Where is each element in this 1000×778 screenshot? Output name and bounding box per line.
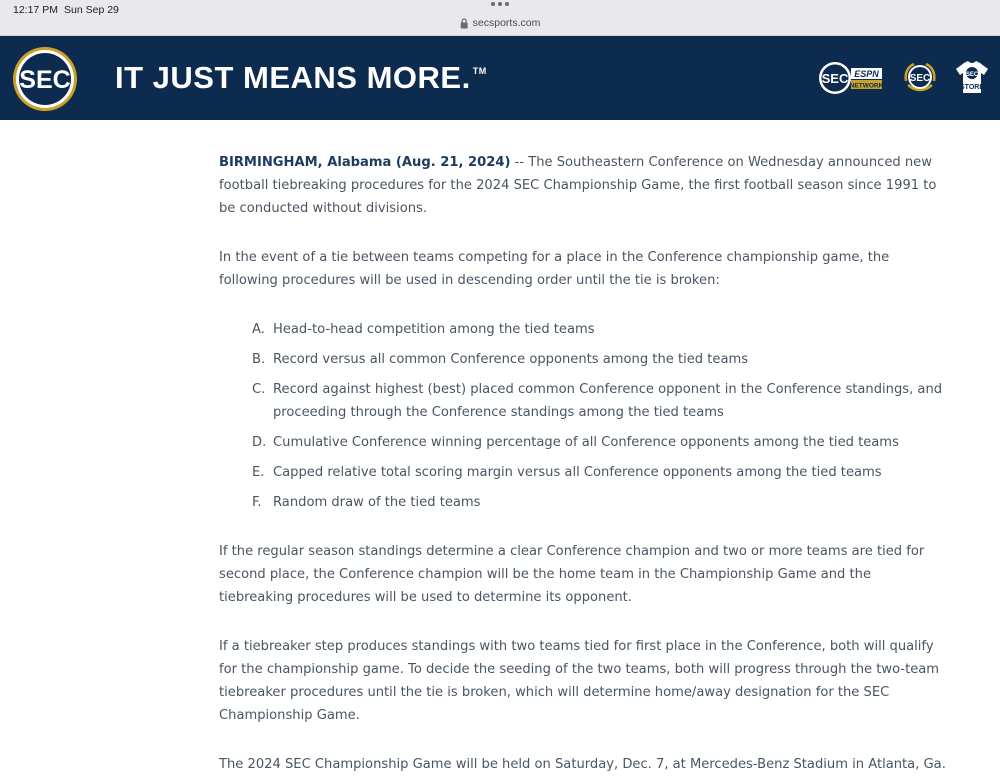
status-date: Sun Sep 29: [64, 4, 119, 16]
status-time: 12:17 PM: [13, 4, 58, 16]
sec-crest-icon[interactable]: [900, 59, 940, 97]
address-bar[interactable]: [460, 17, 541, 29]
svg-text:SEC: SEC: [965, 72, 979, 78]
list-item: D. Cumulative Conference winning percentage of all Conference opponents among the tied teams: [252, 435, 899, 450]
svg-text:NETWORK: NETWORK: [849, 82, 884, 90]
list-item: B. Record versus all common Conference opponents among the tied teams: [252, 352, 749, 367]
dateline: BIRMINGHAM, Alabama (Aug. 21, 2024): [219, 155, 511, 170]
list-item: A. Head-to-head competition among the tied teams: [252, 322, 595, 337]
svg-text:ESPN: ESPN: [854, 69, 879, 79]
second-place-paragraph: If the regular season standings determine a clear Conference champion and two or more teams are tied for second place, the Conference champion will be the home team in the Championship Game and the tiebreaking procedures will be used to determine its opponent.: [219, 544, 925, 605]
site-header: [0, 36, 1000, 120]
svg-text:SEC: SEC: [821, 71, 849, 86]
url-text: secsports.com: [472, 17, 541, 29]
intro-paragraph: [219, 151, 949, 220]
svg-text:STORE: STORE: [960, 84, 984, 91]
browser-status-bar: [0, 0, 1000, 36]
tiebreaker-steps-list: [219, 318, 949, 514]
lock-icon: [460, 18, 469, 29]
multitasking-dots-icon[interactable]: [491, 2, 509, 6]
list-item: E. Capped relative total scoring margin versus all Conference opponents among the tied teams: [252, 465, 882, 480]
logo-text: SEC: [19, 66, 71, 94]
intro-text: -- The Southeastern Conference on Wednesday announced new football tiebreaking procedures for the 2024 SEC Championship Game, the first football season since 1991 to be conducted without divisions.: [219, 155, 937, 216]
list-item: F. Random draw of the tied teams: [252, 495, 481, 510]
article-body: [219, 151, 949, 778]
list-item: C. Record against highest (best) placed common Conference opponent in the Conference standings, and proceeding through the Conference standings among the tied teams: [252, 382, 943, 420]
venue-paragraph: The 2024 SEC Championship Game will be held on Saturday, Dec. 7, at Mercedes-Benz Stadium in Atlanta, Ga.: [219, 757, 946, 772]
trademark: TM: [472, 66, 487, 76]
tagline: [115, 60, 487, 96]
svg-text:SEC: SEC: [909, 73, 931, 84]
tagline-text: IT JUST MEANS MORE.: [115, 60, 471, 95]
seeding-paragraph: If a tiebreaker step produces standings with two teams tied for first place in the Conference, both will qualify for the championship game. To decide the seeding of the two teams, both will progress through the two-team tiebreaker procedures until the tie is broken, which will determine home/away designation for the SEC Championship Game.: [219, 639, 940, 723]
sec-network-icon[interactable]: [818, 59, 884, 97]
procedures-intro: In the event of a tie between teams competing for a place in the Conference championship game, the following procedures will be used in descending order until the tie is broken:: [219, 250, 890, 288]
sec-logo-icon[interactable]: [12, 46, 78, 112]
sec-store-icon[interactable]: [955, 59, 989, 97]
